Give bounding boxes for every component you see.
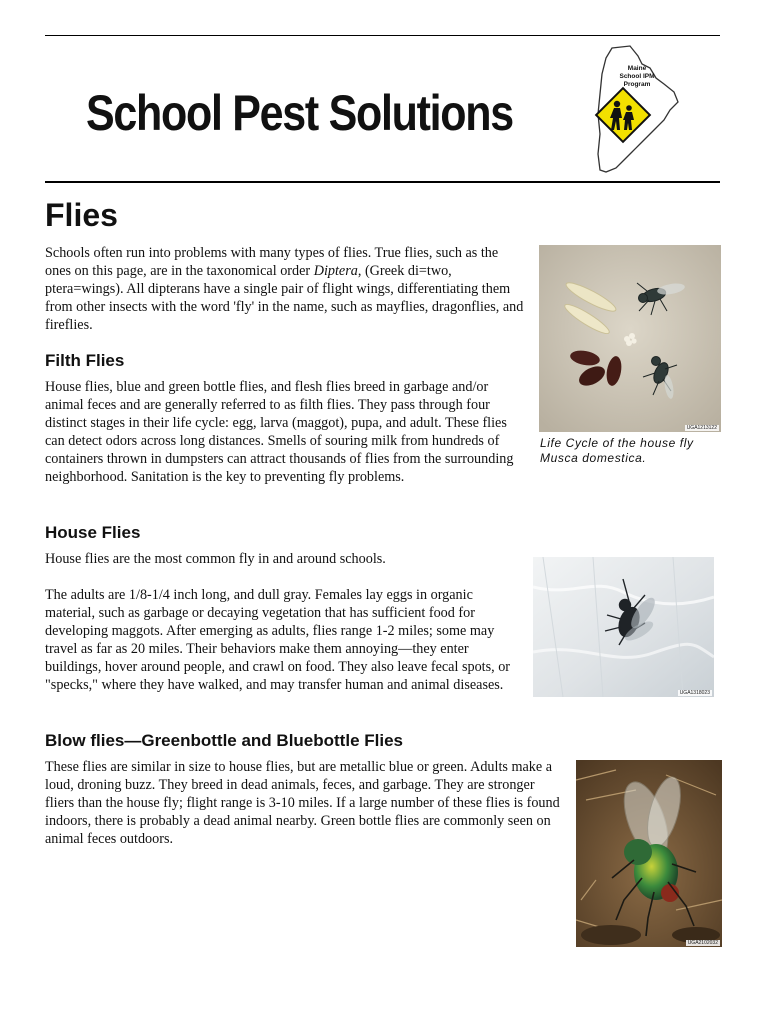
masthead-title: School Pest Solutions: [86, 85, 513, 141]
caption-line-2: Musca domestica.: [540, 451, 647, 465]
house-flies-heading: House Flies: [45, 523, 141, 542]
top-rule: [45, 35, 720, 36]
blow-flies-heading: Blow flies—Greenbottle and Bluebottle Flies: [45, 731, 403, 750]
logo-line-2: School IPM: [619, 73, 655, 80]
logo-line-3: Program: [623, 81, 651, 88]
filth-flies-paragraph: House flies, blue and green bottle flies, and flesh flies breed in garbage and/or animal feces and are generally referred to as filth flies. They pass through four distinct stages in their life cycle: egg, larva (maggot), pupa, and adult. These flies can detect odors across long distances. Smells of souring milk from hundreds of containers thrown in dumpsters can attract thousands of flies from the surrounding neighborhood. Sanitation is the key to preventing fly problems.: [45, 379, 514, 485]
filth-flies-heading: Filth Flies: [45, 351, 125, 370]
intro-text-end: , (Greek di=two, ptera=wings). All dipterans have a single pair of flight wings, differentiating them from other insects with the word 'fly' in the name, such as mayflies, dragonflies, and fireflies.: [45, 263, 524, 333]
intro-order-name: Diptera: [313, 263, 358, 279]
photo-credit: UGA2102032: [687, 940, 718, 946]
intro-paragraph: [45, 244, 525, 334]
house-fly-photo: [533, 557, 714, 697]
blow-flies-paragraph: These flies are similar in size to house flies, but are metallic blue or green. Adults make a loud, droning buzz. They breed in dead animals, feces, and garbage. They are stronger fliers than the house fly; flight range is 3-10 miles. If a large number of these flies is found indoors, there is probably a dead animal nearby. Green bottle flies are commonly seen on animal feces outdoors.: [45, 759, 560, 847]
maine-school-ipm-logo: [590, 44, 682, 176]
header-divider: [45, 181, 720, 183]
page-title: Flies: [45, 197, 118, 233]
house-flies-intro: House flies are the most common fly in and around schools.: [45, 551, 386, 567]
fly-life-cycle-photo: [539, 245, 721, 432]
green-bottle-fly-photo: [576, 760, 722, 947]
caption-line-1: Life Cycle of the house fly: [540, 436, 694, 450]
intro-text-start: Schools often run into problems with many types of flies. True flies, such as the ones on this page, are in the taxonomical order: [45, 245, 499, 279]
house-flies-paragraph: The adults are 1/8-1/4 inch long, and dull gray. Females lay eggs in organic material, such as garbage or decaying vegetation that has sufficient food for developing maggots. After emerging as adults, flies range 1-2 miles; some may travel as far as 20 miles. Their behaviors make them annoying—they enter buildings, hover around people, and crawl on food. They also leave fecal spots, or "specks," where they have walked, and may transfer human and animal diseases.: [45, 587, 511, 693]
life-cycle-caption: [540, 436, 730, 466]
photo-credit: UGA1213122: [686, 425, 717, 431]
photo-credit: UGA1318023: [679, 690, 710, 696]
logo-line-1: Maine: [627, 65, 647, 72]
